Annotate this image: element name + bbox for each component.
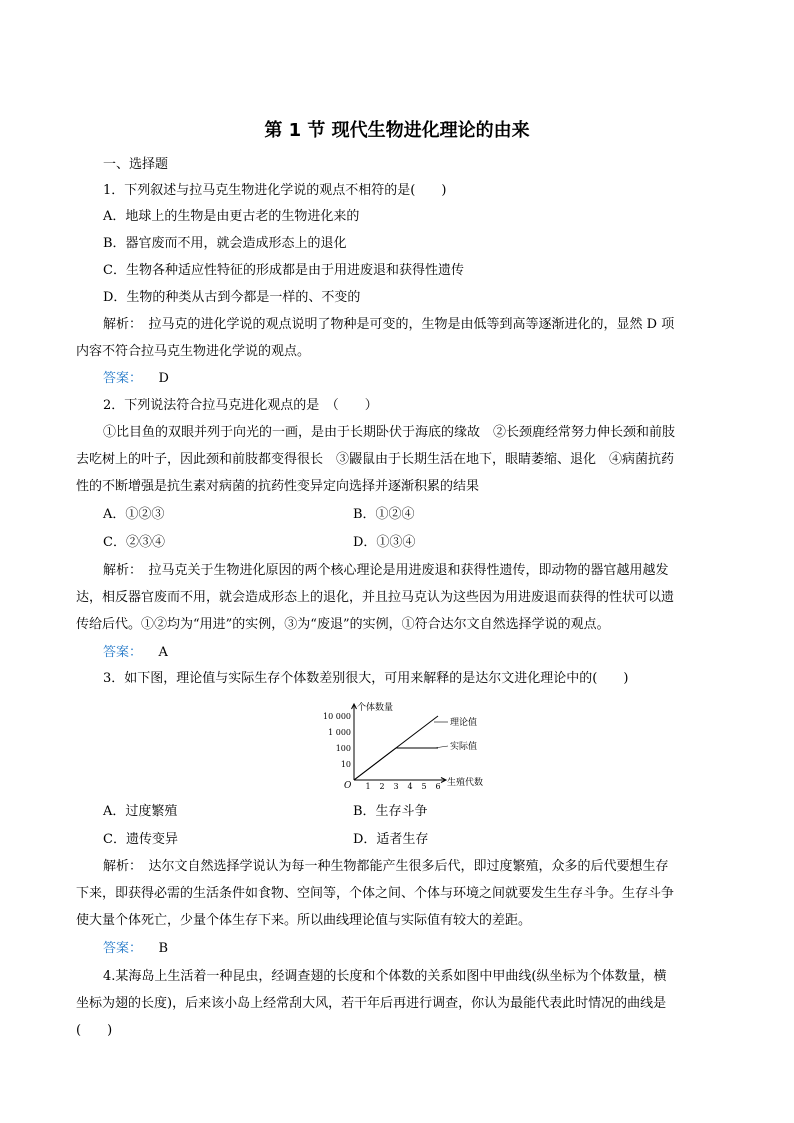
x-tick-label: 1 (365, 782, 371, 791)
series-label: 理论值 (450, 718, 478, 728)
x-tick-label: 3 (393, 782, 399, 791)
q1-option-b: B．器官废而不用，就会造成形态上的退化 (103, 236, 347, 251)
q2-option-c: C．②③④ (103, 535, 165, 550)
answer-label: 答案： (103, 941, 143, 956)
series-leader (434, 746, 448, 748)
answer-value: D (158, 371, 169, 386)
x-tick-label: 2 (379, 782, 385, 791)
y-tick-label: 10 (340, 760, 351, 769)
q1-analysis-line: 内容不符合拉马克生物进化学说的观点。 (76, 344, 311, 359)
q2-stem: 2．下列说法符合拉马克进化观点的是 （ ） (103, 398, 378, 413)
q3-analysis-line: 下来，即获得必需的生活条件如食物、空间等，个体之间、个体与环境之间就要发生生存斗争。生存斗争 (76, 886, 675, 901)
q1-option-a: A．地球上的生物是由更古老的生物进化来的 (103, 209, 360, 224)
q1-option-c: C．生物各种适应性特征的形成都是由于用进废退和获得性遗传 (103, 263, 464, 278)
y-tick-label: 10 000 (323, 712, 351, 721)
x-tick-label: 4 (407, 782, 413, 791)
q2-body-line: ①比目鱼的双眼并列于向光的一画，是由于长期卧伏于海底的缘故 ②长颈鹿经常努力伸长颈和前肢 (103, 425, 676, 440)
q3-option-b: B．生存斗争 (353, 804, 428, 819)
q2-analysis-line: 解析： 拉马克关于生物进化原因的两个核心理论是用进废退和获得性遗传，即动物的器官越用越发 (103, 563, 669, 578)
q3-answer (103, 940, 168, 958)
x-tick-label: 6 (435, 782, 441, 791)
q2-body-line: 性的不断增强是抗生素对病菌的抗药性变异定向选择并逐渐积累的结果 (76, 479, 480, 494)
answer-label: 答案： (103, 645, 143, 660)
q2-answer (103, 644, 168, 662)
q3-option-a: A．过度繁殖 (103, 804, 178, 819)
q1-stem: 1．下列叙述与拉马克生物进化学说的观点不相符的是( ) (103, 183, 447, 198)
q1-option-d: D．生物的种类从古到今都是一样的、不变的 (103, 290, 361, 305)
chart-ticks (323, 712, 441, 791)
q4-line: ( ) (76, 1023, 113, 1038)
q4-line: 4.某海岛上生活着一种昆虫，经调查翅的长度和个体数的关系如图中甲曲线(纵坐标为个体数量，横 (103, 969, 667, 984)
y-axis-label: 个体数量 (357, 703, 394, 713)
q2-analysis-line: 达，相反器官废而不用，就会造成形态上的退化，并且拉马克认为这些因为用进废退而获得的性状可以遗 (76, 590, 675, 605)
q3-option-d: D．适者生存 (353, 832, 429, 847)
x-tick-label: 5 (421, 782, 427, 791)
chart-series (354, 716, 477, 780)
y-tick-label: 100 (335, 744, 351, 753)
series-label: 实际值 (450, 742, 478, 752)
q2-body-line: 去吃树上的叶子，因此颈和前肢都变得很长 ③鼹鼠由于长期生活在地下，眼睛萎缩、退化 ④病菌抗药 (76, 452, 675, 467)
q2-option-b: B．①②④ (353, 507, 415, 522)
section-heading: 一、选择题 (103, 157, 169, 172)
q2-option-d: D．①③④ (353, 535, 416, 550)
y-tick-label: 1 000 (328, 728, 351, 737)
q3-option-c: C．遗传变异 (103, 832, 178, 847)
growth-chart (318, 700, 508, 796)
series-line (354, 748, 438, 780)
q1-answer (103, 370, 169, 388)
q4-line: 坐标为翅的长度)，后来该小岛上经常刮大风，若干年后再进行调查，你认为最能代表此时情况的曲线是 (76, 996, 667, 1011)
origin-label: O (344, 781, 352, 791)
q1-analysis-line: 解析： 拉马克的进化学说的观点说明了物种是可变的，生物是由低等到高等逐渐进化的，显然 D 项 (103, 317, 675, 332)
q3-analysis-line: 解析： 达尔文自然选择学说认为每一种生物都能产生很多后代，即过度繁殖，众多的后代要想生存 (103, 859, 669, 874)
answer-value: B (158, 941, 169, 956)
q2-option-a: A．①②③ (103, 507, 165, 522)
q2-analysis-line: 传给后代。①②均为“用进”的实例，③为“废退”的实例，①符合达尔文自然选择学说的观点。 (76, 617, 610, 632)
page-title: 第 1 节 现代生物进化理论的由来 (264, 120, 530, 141)
q3-stem: 3．如下图，理论值与实际生存个体数差别很大，可用来解释的是达尔文进化理论中的( ) (103, 671, 629, 686)
answer-label: 答案： (103, 371, 143, 386)
answer-value: A (158, 645, 168, 660)
q3-analysis-line: 使大量个体死亡，少量个体生存下来。所以曲线理论值与实际值有较大的差距。 (76, 913, 532, 928)
x-axis-label: 生殖代数 (447, 778, 484, 788)
